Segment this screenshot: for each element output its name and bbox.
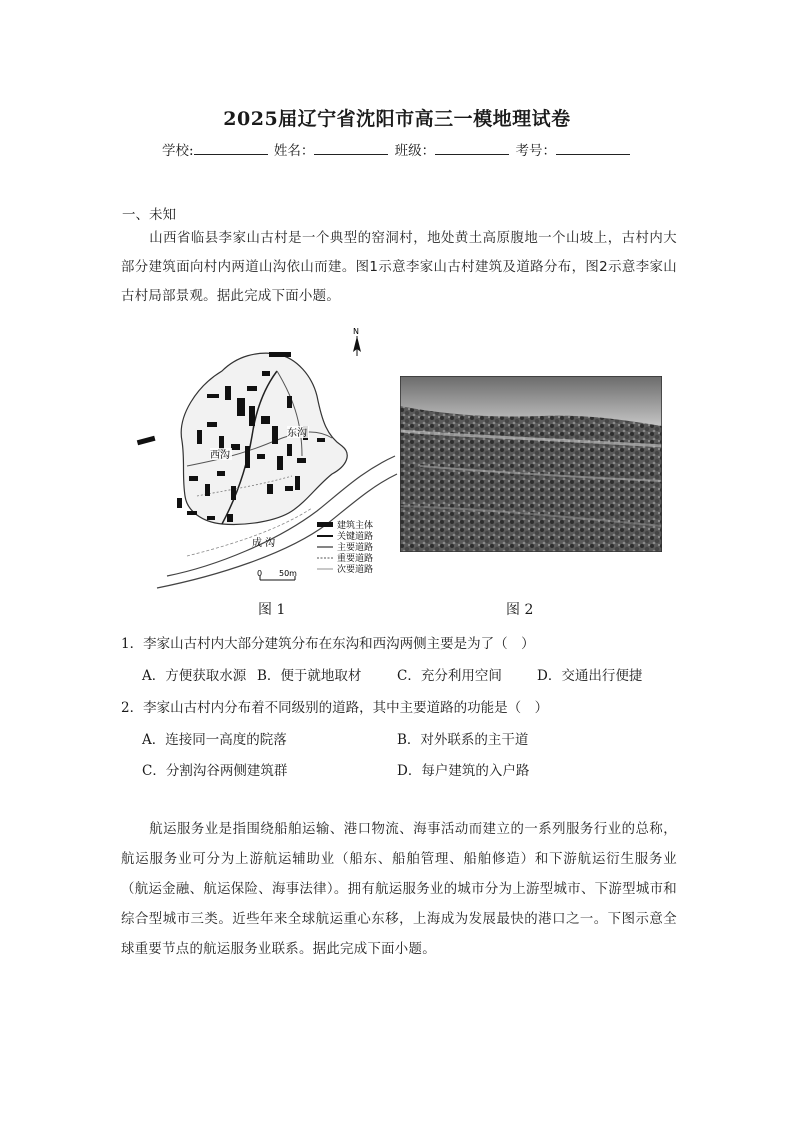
map-legend	[317, 519, 373, 575]
passage-1	[121, 224, 677, 311]
scale-zero: 0	[257, 569, 263, 578]
page-title: 2025届辽宁省沈阳市高三一模地理试卷	[223, 108, 571, 130]
q1-option-a: A．方便获取水源	[142, 668, 247, 684]
name-blank	[314, 142, 388, 155]
legend-buildings: 建筑主体	[337, 521, 374, 531]
name-label: 姓名：	[273, 143, 315, 159]
legend-important-road: 重要道路	[337, 554, 374, 564]
figure-1-map	[127, 326, 399, 590]
q2-option-d: D．每户建筑的入户路	[397, 763, 530, 779]
q2-option-c: C．分割沟谷两侧建筑群	[142, 763, 288, 779]
q2-option-a: A．连接同一高度的院落	[142, 732, 287, 748]
legend-key-road: 关键道路	[337, 532, 374, 542]
class-blank	[435, 142, 509, 155]
question-1-stem: 1．李家山古村内大部分建筑分布在东沟和西沟两侧主要是为了（ ）	[121, 636, 535, 652]
school-label: 学校:	[162, 143, 194, 159]
north-label: N	[353, 327, 359, 336]
q1-option-d: D．交通出行便捷	[537, 668, 643, 684]
student-info-line	[0, 139, 794, 159]
q2-option-b: B．对外联系的主干道	[397, 732, 529, 748]
figure-2-photo	[400, 376, 662, 552]
cheng-gully-label: 成 沟	[252, 538, 276, 549]
legend-secondary-road: 次要道路	[337, 565, 374, 575]
passage-2-text: 航运服务业是指围绕船舶运输、港口物流、海事活动而建立的一系列服务行业的总称，航运服务业可分为上游航运辅助业（船东、船舶管理、船舶修造）和下游航运衍生服务业（航运金融、航运保险、海事法律）。拥有航运服务业的城市分为上游型城市、下游型城市和综合型城市三类。近些年来全球航运重心东移，上海成为发展最快的港口之一。下图示意全球重要节点的航运服务业联系。据此完成下面小题。	[121, 822, 677, 957]
scale-bar	[257, 569, 297, 580]
passage-2	[121, 815, 677, 965]
exam-no-label: 考号：	[515, 143, 556, 159]
east-gully-label: 东沟	[287, 428, 307, 439]
passage-1-text: 山西省临县李家山古村是一个典型的窑洞村，地处黄土高原腹地一个山坡上，古村内大部分建筑面向村内两道山沟依山而建。图1示意李家山古村建筑及道路分布，图2示意李家山古村局部景观。据此完成下面小题。	[121, 231, 677, 304]
school-blank	[194, 142, 268, 155]
scale-value: 50m	[279, 569, 297, 578]
legend-main-road: 主要道路	[337, 543, 374, 553]
figure-2-caption: 图 2	[506, 602, 534, 618]
question-2-stem: 2．李家山古村内分布着不同级别的道路，其中主要道路的功能是（ ）	[121, 700, 549, 716]
figure-1-caption: 图 1	[258, 602, 286, 618]
north-arrow-icon	[353, 327, 361, 356]
q1-option-b: B．便于就地取材	[257, 668, 362, 684]
exam-no-blank	[556, 142, 630, 155]
class-label: 班级：	[394, 143, 436, 159]
west-gully-label: 西沟	[210, 450, 230, 461]
q1-option-c: C．充分利用空间	[397, 668, 502, 684]
section-heading: 一、未知	[122, 207, 176, 223]
